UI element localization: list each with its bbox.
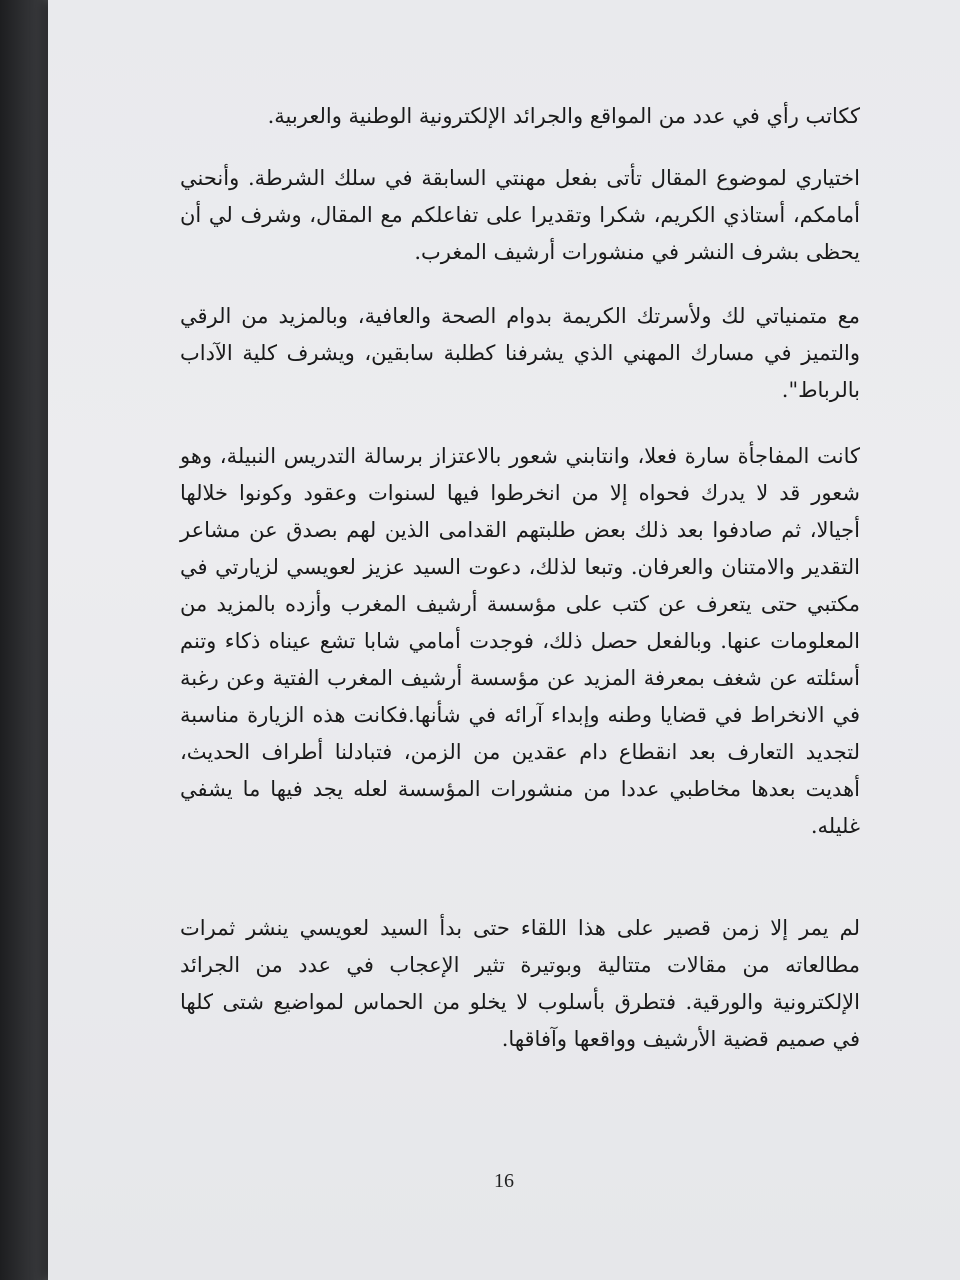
paragraph-text: ككاتب رأي في عدد من المواقع والجرائد الإلكترونية الوطنية والعربية. [267,104,860,128]
paragraph-text: لم يمر إلا زمن قصير على هذا اللقاء حتى بدأ السيد لعويسي ينشر ثمرات مطالعاته من مقالات متتالية وبوتيرة تثير الإعجاب في عدد من الجرائد الإلكترونية والورقية. فتطرق بأسلوب لا يخلو من الحماس لمواضيع شتى كلها في صميم قضية الأرشيف وواقعها وآفاقها. [180,916,860,1051]
book-page [48,0,960,1280]
paragraph-5 [180,910,860,1058]
paragraph-1 [180,98,860,135]
paragraph-text: كانت المفاجأة سارة فعلا، وانتابني شعور بالاعتزاز برسالة التدريس النبيلة، وهو شعور قد لا يدرك فحواه إلا من انخرطوا فيها لسنوات وعقود وكونوا خلالها أجيالا، ثم صادفوا بعد ذلك بعض طلبتهم القدامى الذين لهم بصدق عن مشاعر التقدير والامتنان والعرفان. وتبعا لذلك، دعوت السيد عزيز لعويسي لزيارتي في مكتبي حتى يتعرف عن كتب على مؤسسة أرشيف المغرب وأزده بالمزيد من المعلومات عنها. وبالفعل حصل ذلك، فوجدت أمامي شابا تشع عيناه ذكاء وتنم أسئلته عن شغف بمعرفة المزيد عن مؤسسة أرشيف المغرب الفتية وعن رغبة في الانخراط في قضايا وطنه وإبداء آرائه في شأنها.فكانت هذه الزيارة مناسبة لتجديد التعارف بعد انقطاع دام عقدين من الزمن، فتبادلنا أطراف الحديث، أهديت بعدها مخاطبي عددا من منشورات المؤسسة لعله يجد فيها ما يشفي غليله. [180,444,860,838]
paragraph-text: مع متمنياتي لك ولأسرتك الكريمة بدوام الصحة والعافية، وبالمزيد من الرقي والتميز في مسارك المهني الذي يشرفنا كطلبة سابقين، ويشرف كلية الآداب بالرباط". [180,304,860,402]
paragraph-3 [180,298,860,409]
paragraph-2 [180,160,860,271]
page-number: 16 [494,1170,514,1192]
paragraph-4 [180,438,860,845]
paragraph-text: اختياري لموضوع المقال تأتى بفعل مهنتي السابقة في سلك الشرطة. وأنحني أمامكم، أستاذي الكريم، شكرا وتقديرا على تفاعلكم مع المقال، وشرف لي أن يحظى بشرف النشر في منشورات أرشيف المغرب. [180,166,860,264]
